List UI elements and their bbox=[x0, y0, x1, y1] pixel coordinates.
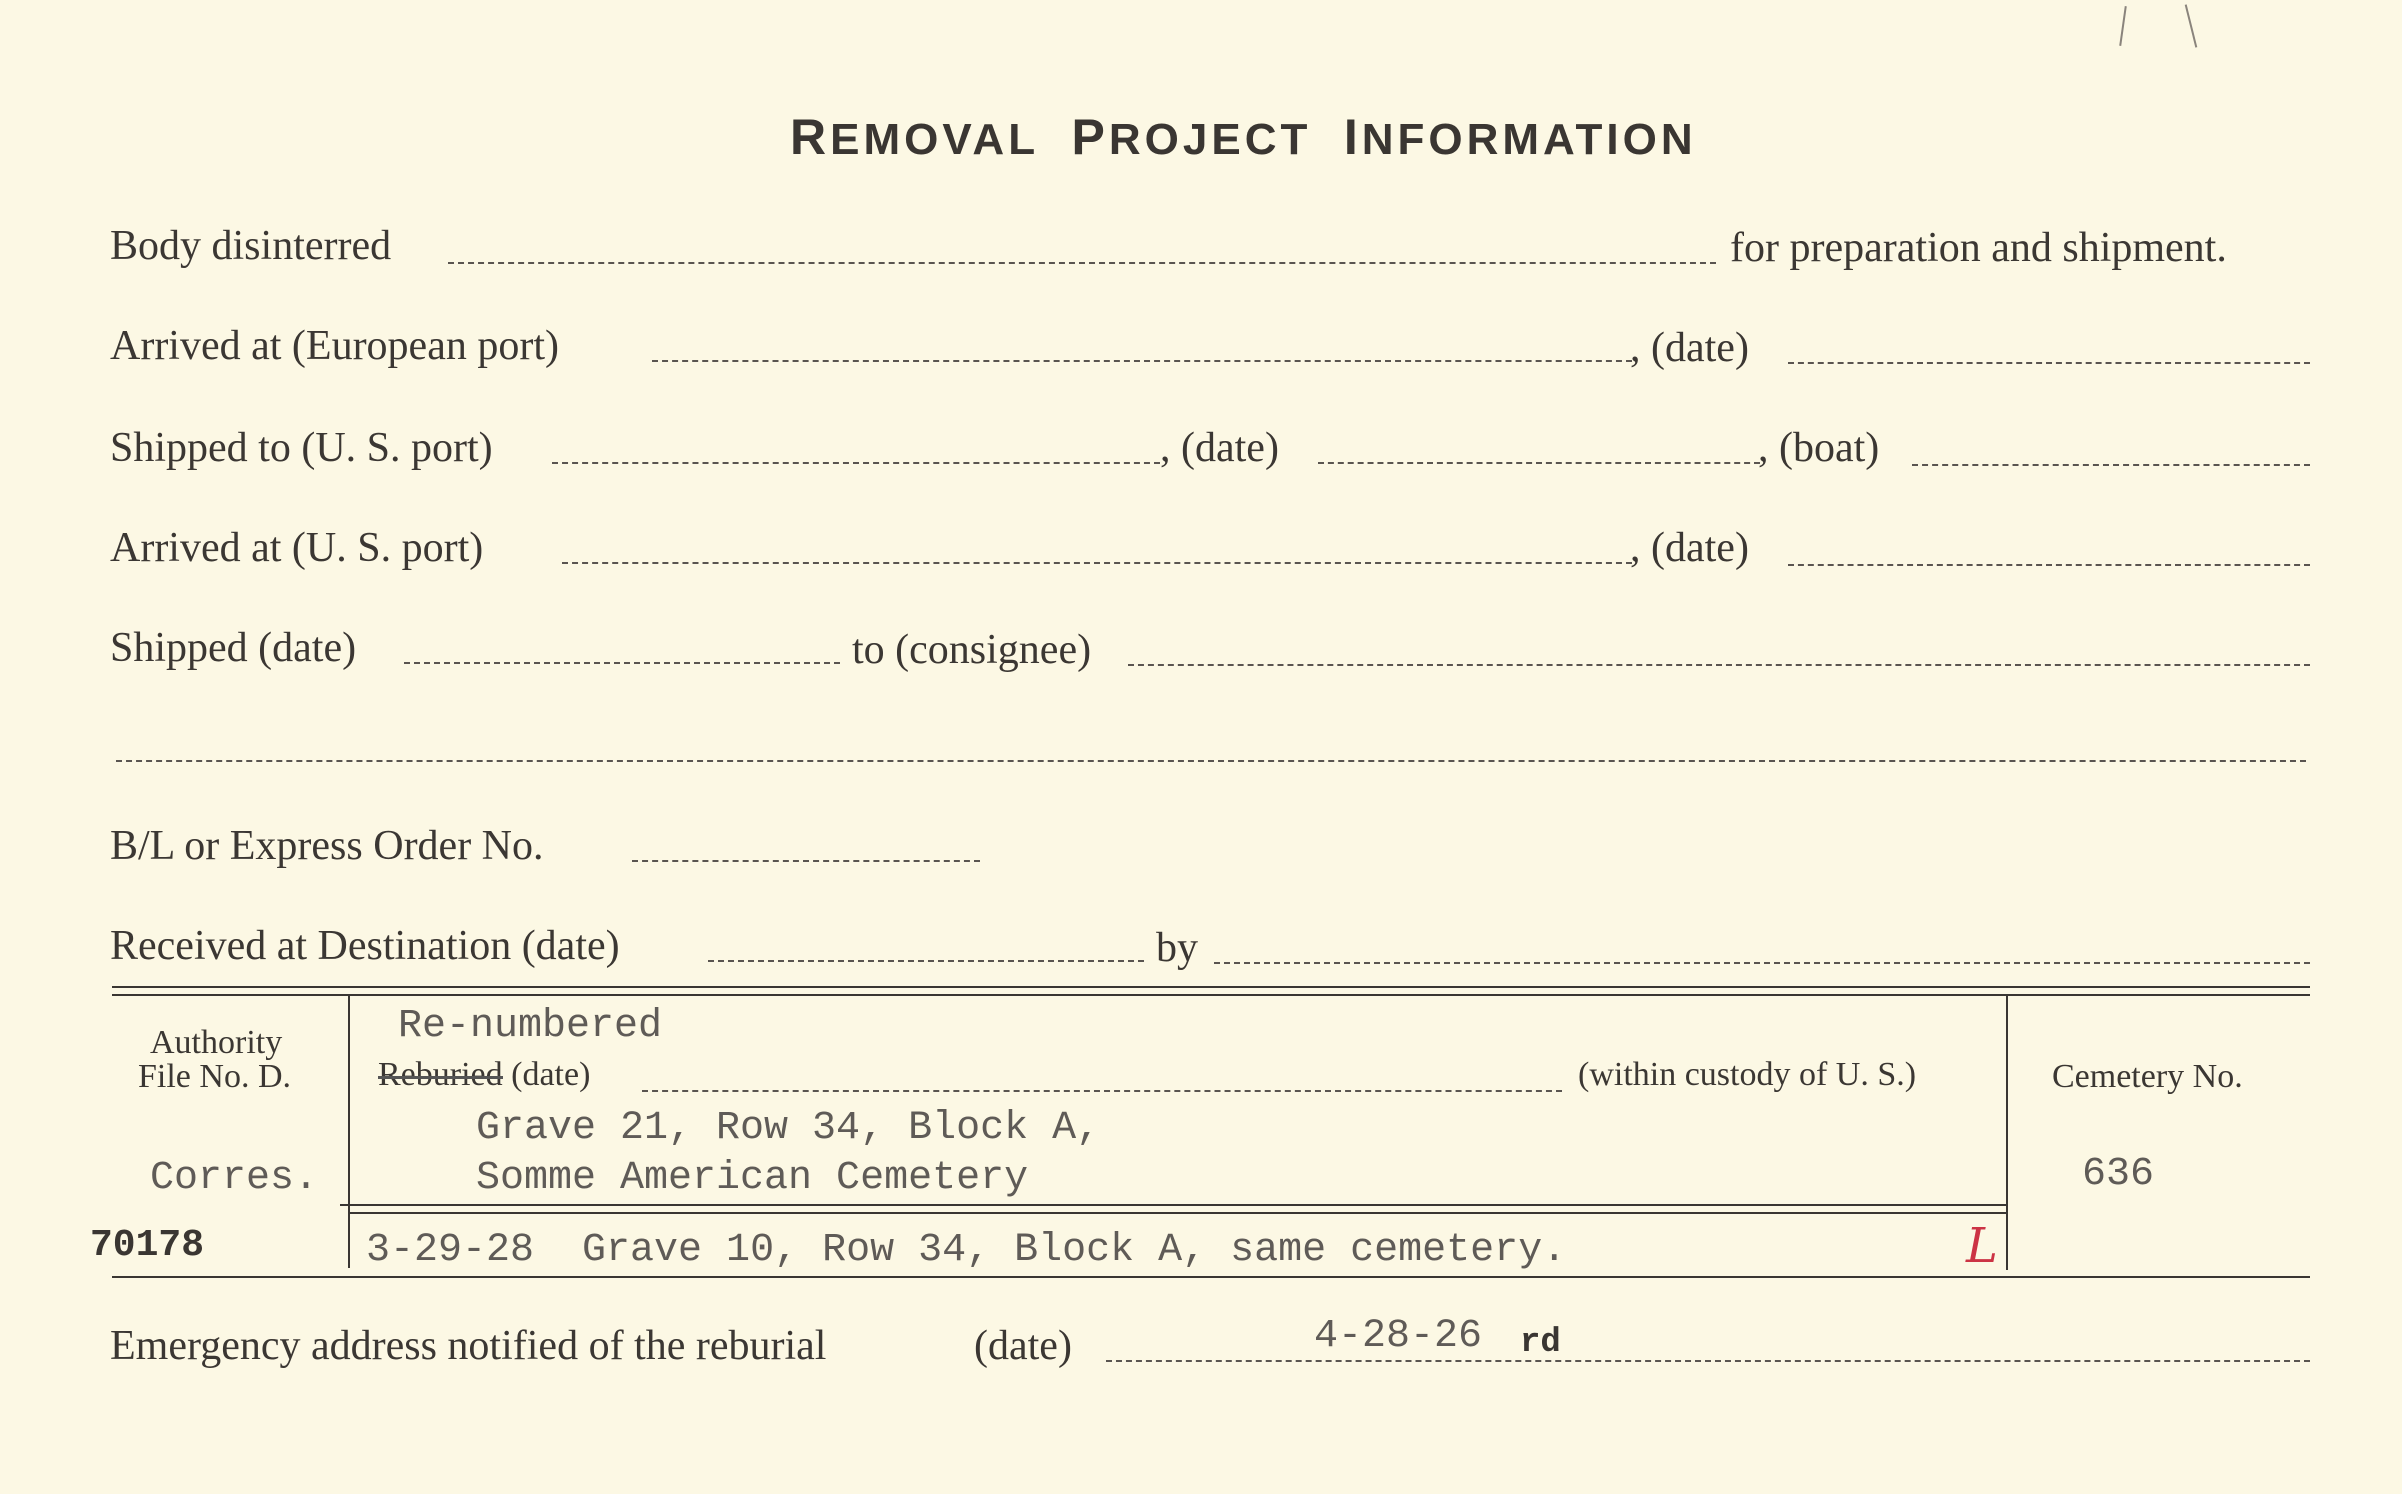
shipped-date-line bbox=[404, 662, 840, 664]
arrived-us-line bbox=[562, 562, 1632, 564]
arrived-european-label: Arrived at (European port) bbox=[110, 323, 559, 369]
arrived-us-date-line bbox=[1788, 564, 2310, 566]
box-bottom-rule bbox=[112, 1276, 2310, 1278]
emergency-label: Emergency address notified of the reburial bbox=[110, 1323, 827, 1369]
consignee-continuation-line bbox=[116, 760, 2306, 762]
cemetery-number: 636 bbox=[2082, 1152, 2155, 1197]
shipped-us-boat-line bbox=[1912, 464, 2310, 466]
shipped-date-label: Shipped (date) bbox=[110, 625, 357, 671]
emergency-date-label: (date) bbox=[974, 1323, 1072, 1369]
shipped-us-line bbox=[552, 462, 1160, 464]
double-rule-bottom bbox=[112, 994, 2310, 996]
grave-line-2: Somme American Cemetery bbox=[476, 1156, 1029, 1201]
card-title: REMOVAL PROJECT INFORMATION bbox=[790, 109, 1697, 165]
consignee-line bbox=[1128, 664, 2310, 666]
arrived-european-date-label: , (date) bbox=[1630, 325, 1749, 371]
renumber-rule bbox=[348, 1212, 2008, 1214]
renumbered-text: Re-numbered bbox=[398, 1004, 663, 1049]
shipped-us-label: Shipped to (U. S. port) bbox=[110, 425, 493, 471]
corner-mark-left bbox=[2119, 6, 2127, 46]
grave-line-1: Grave 21, Row 34, Block A, bbox=[476, 1106, 1101, 1151]
body-disinterred-line bbox=[448, 262, 1716, 264]
authority-label: Authority bbox=[150, 1024, 283, 1061]
received-by-label: by bbox=[1156, 925, 1198, 971]
file-number: 70178 bbox=[90, 1224, 205, 1267]
emergency-date-value: 4-28-26 bbox=[1314, 1314, 1483, 1359]
shipped-us-date-label: , (date) bbox=[1160, 425, 1279, 471]
red-checkmark: L bbox=[1966, 1218, 1998, 1274]
bl-order-line bbox=[632, 860, 980, 862]
cemetery-label: Cemetery No. bbox=[2052, 1058, 2243, 1095]
left-divider bbox=[348, 996, 350, 1268]
file-no-label: File No. D. bbox=[138, 1058, 291, 1095]
consignee-label: to (consignee) bbox=[852, 627, 1092, 673]
reburied-line bbox=[378, 1056, 590, 1094]
body-disinterred-label: Body disinterred bbox=[110, 223, 392, 269]
bl-order-label: B/L or Express Order No. bbox=[110, 823, 544, 869]
preparation-suffix: for preparation and shipment. bbox=[1730, 225, 2227, 271]
arrived-european-date-line bbox=[1788, 362, 2310, 364]
custody-label: (within custody of U. S.) bbox=[1578, 1056, 1917, 1093]
reburied-struck: Reburied bbox=[378, 1056, 503, 1093]
corres-label: Corres. bbox=[150, 1156, 319, 1201]
reburial-rule bbox=[340, 1204, 2008, 1206]
received-date-line bbox=[708, 960, 1144, 962]
reburied-date-line bbox=[642, 1090, 1562, 1092]
received-label: Received at Destination (date) bbox=[110, 923, 620, 969]
arrived-european-line bbox=[652, 360, 1632, 362]
received-by-line bbox=[1214, 962, 2310, 964]
renumber-entry: 3-29-28 Grave 10, Row 34, Block A, same cemetery. bbox=[366, 1228, 1567, 1273]
double-rule-top bbox=[112, 986, 2310, 988]
shipped-us-date-line bbox=[1318, 462, 1760, 464]
arrived-us-date-label: , (date) bbox=[1630, 525, 1749, 571]
emergency-initials: rd bbox=[1520, 1324, 1561, 1362]
arrived-us-label: Arrived at (U. S. port) bbox=[110, 525, 484, 571]
emergency-date-line bbox=[1106, 1360, 2310, 1362]
reburied-date-label: (date) bbox=[511, 1056, 591, 1093]
shipped-us-boat-label: , (boat) bbox=[1758, 425, 1880, 471]
corner-mark-right bbox=[2185, 4, 2198, 47]
right-divider bbox=[2006, 996, 2008, 1270]
